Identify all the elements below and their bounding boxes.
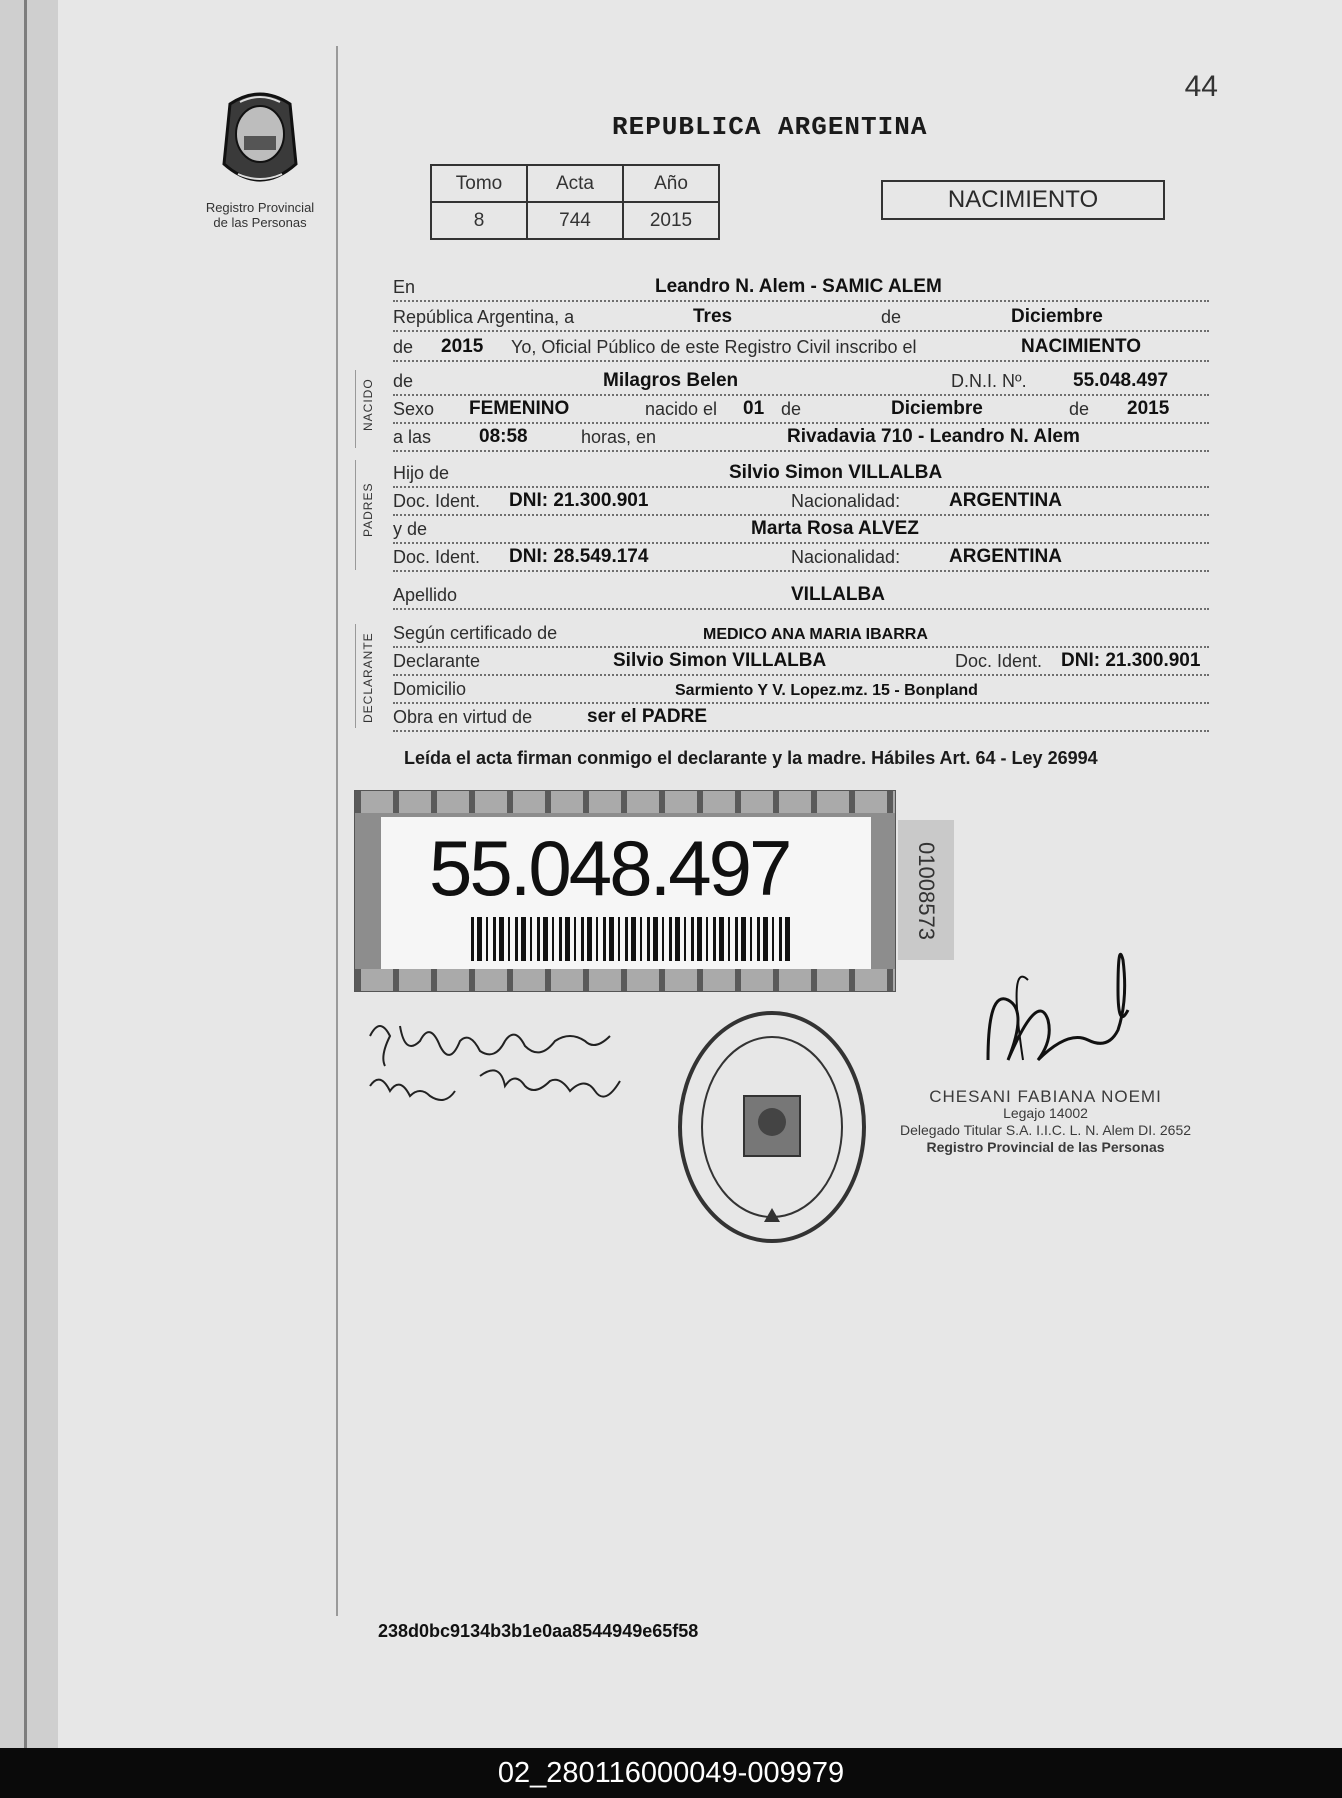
declarant-doc-label: Doc. Ident.	[955, 651, 1043, 671]
hijo-label: Hijo de	[393, 463, 450, 483]
ano-header: Año	[623, 165, 719, 202]
nacido-de-label: de	[393, 371, 414, 391]
document-title: REPUBLICA ARGENTINA	[612, 112, 928, 142]
registry-value-row	[431, 202, 719, 239]
coat-of-arms-icon	[210, 84, 310, 196]
day-words-value: Tres	[693, 306, 733, 327]
page-number: 44	[1184, 70, 1218, 103]
mother-name-value: Marta Rosa ALVEZ	[751, 518, 919, 539]
line-sex-birth	[393, 394, 1209, 424]
ano-value: 2015	[623, 202, 719, 239]
alas-label: a las	[393, 427, 432, 447]
mother-nationality-value: ARGENTINA	[949, 546, 1062, 567]
line-declarant	[393, 646, 1209, 676]
sticker-dni-number: 55.048.497	[429, 824, 790, 912]
line-inscribe	[393, 332, 1209, 362]
officer-signature	[968, 940, 1148, 1110]
birth-de-label-2: de	[1069, 399, 1090, 419]
line-capacity	[393, 702, 1209, 732]
line-father-doc	[393, 486, 1209, 516]
registry-logo	[200, 84, 320, 234]
republica-label: República Argentina, a	[393, 307, 575, 327]
sticker-pattern-top	[355, 791, 895, 813]
line-mother-doc	[393, 542, 1209, 572]
certificate-value: MEDICO ANA MARIA IBARRA	[703, 626, 928, 643]
de-label: de	[881, 307, 902, 327]
declarant-doc-value: DNI: 21.300.901	[1061, 650, 1201, 671]
declarante-rule	[355, 624, 356, 728]
line-time-place	[393, 422, 1209, 452]
inscribe-value: NACIMIENTO	[1021, 336, 1141, 357]
officer-role: Delegado Titular S.A. I.I.C. L. N. Alem DI. 2652	[900, 1122, 1192, 1138]
dni-label: D.N.I. Nº.	[951, 371, 1027, 391]
sticker-pattern-bottom	[355, 969, 895, 991]
mother-doc-label: Doc. Ident.	[393, 547, 481, 567]
serial-number: 01008573	[914, 842, 939, 940]
officer-legajo: Legajo 14002	[1003, 1105, 1088, 1121]
line-date	[393, 302, 1209, 332]
en-label: En	[393, 277, 416, 297]
footer-id-bar: 02_280116000049-009979	[0, 1748, 1342, 1798]
child-name-value: Milagros Belen	[603, 370, 739, 391]
line-surname	[393, 580, 1209, 610]
declarant-signatures	[360, 1006, 660, 1116]
birth-de-label: de	[781, 399, 802, 419]
registry-header-row	[431, 165, 719, 202]
birth-day-value: 01	[743, 398, 765, 419]
line-address	[393, 674, 1209, 704]
month-value: Diciembre	[1011, 306, 1103, 327]
yde-label: y de	[393, 519, 428, 539]
address-value: Sarmiento Y V. Lopez.mz. 15 - Bonpland	[675, 682, 978, 699]
tomo-header: Tomo	[431, 165, 527, 202]
declarant-name-value: Silvio Simon VILLALBA	[613, 650, 827, 671]
line-father	[393, 458, 1209, 488]
paper-back	[0, 0, 62, 1748]
apellido-label: Apellido	[393, 585, 458, 605]
sexo-label: Sexo	[393, 399, 435, 419]
officer-name: CHESANI FABIANA NOEMI	[929, 1087, 1162, 1106]
cert-label: Según certificado de	[393, 623, 558, 643]
child-dni-value: 55.048.497	[1073, 370, 1169, 391]
padres-section-label: PADRES	[361, 482, 375, 537]
line-certificate	[393, 618, 1209, 648]
serial-tag	[898, 820, 954, 960]
nacido-label: nacido el	[645, 399, 718, 419]
declarante-label: Declarante	[393, 651, 481, 671]
birth-year-value: 2015	[1127, 398, 1170, 419]
birth-place-value: Rivadavia 710 - Leandro N. Alem	[787, 426, 1080, 447]
registry-table	[430, 164, 720, 240]
birth-time-value: 08:58	[479, 426, 528, 447]
domicilio-label: Domicilio	[393, 679, 467, 699]
inscribe-text: Yo, Oficial Público de este Registro Civil inscribo el	[511, 337, 917, 357]
padres-rule	[355, 460, 356, 570]
official-seal	[672, 1004, 872, 1250]
nacido-section-label: NACIDO	[361, 378, 375, 431]
father-name-value: Silvio Simon VILLALBA	[729, 462, 943, 483]
tomo-value: 8	[431, 202, 527, 239]
declarante-section-label: DECLARANTE	[361, 632, 375, 723]
dni-sticker	[354, 790, 896, 992]
place-value: Leandro N. Alem - SAMIC ALEM	[655, 276, 942, 297]
sticker-label	[381, 817, 871, 969]
obra-label: Obra en virtud de	[393, 707, 533, 727]
paper-edge	[24, 0, 27, 1748]
barcode-icon	[471, 917, 791, 961]
year-value: 2015	[441, 336, 484, 357]
sexo-value: FEMENINO	[469, 398, 570, 419]
line-name	[393, 366, 1209, 396]
year-prefix-label: de	[393, 337, 414, 357]
surname-value: VILLALBA	[791, 584, 885, 605]
father-nat-label: Nacionalidad:	[791, 491, 901, 511]
line-place	[393, 272, 1209, 302]
nacido-rule	[355, 370, 356, 448]
acta-header: Acta	[527, 165, 623, 202]
officer-office: Registro Provincial de las Personas	[926, 1139, 1165, 1155]
capacity-value: ser el PADRE	[587, 706, 708, 727]
acta-value: 744	[527, 202, 623, 239]
document-hash: 238d0bc9134b3b1e0aa8544949e65f58	[378, 1621, 699, 1641]
officer-stamp	[900, 1088, 1191, 1156]
father-nationality-value: ARGENTINA	[949, 490, 1062, 511]
mother-doc-value: DNI: 28.549.174	[509, 546, 649, 567]
act-type-box: NACIMIENTO	[881, 180, 1165, 220]
closing-statement: Leída el acta firman conmigo el declarante y la madre. Hábiles Art. 64 - Ley 26994	[404, 748, 1098, 768]
line-mother	[393, 514, 1209, 544]
father-doc-label: Doc. Ident.	[393, 491, 481, 511]
logo-caption: Registro Provincial de las Personas	[205, 200, 315, 230]
mother-nat-label: Nacionalidad:	[791, 547, 901, 567]
father-doc-value: DNI: 21.300.901	[509, 490, 649, 511]
birth-month-value: Diciembre	[891, 398, 983, 419]
horas-label: horas, en	[581, 427, 657, 447]
